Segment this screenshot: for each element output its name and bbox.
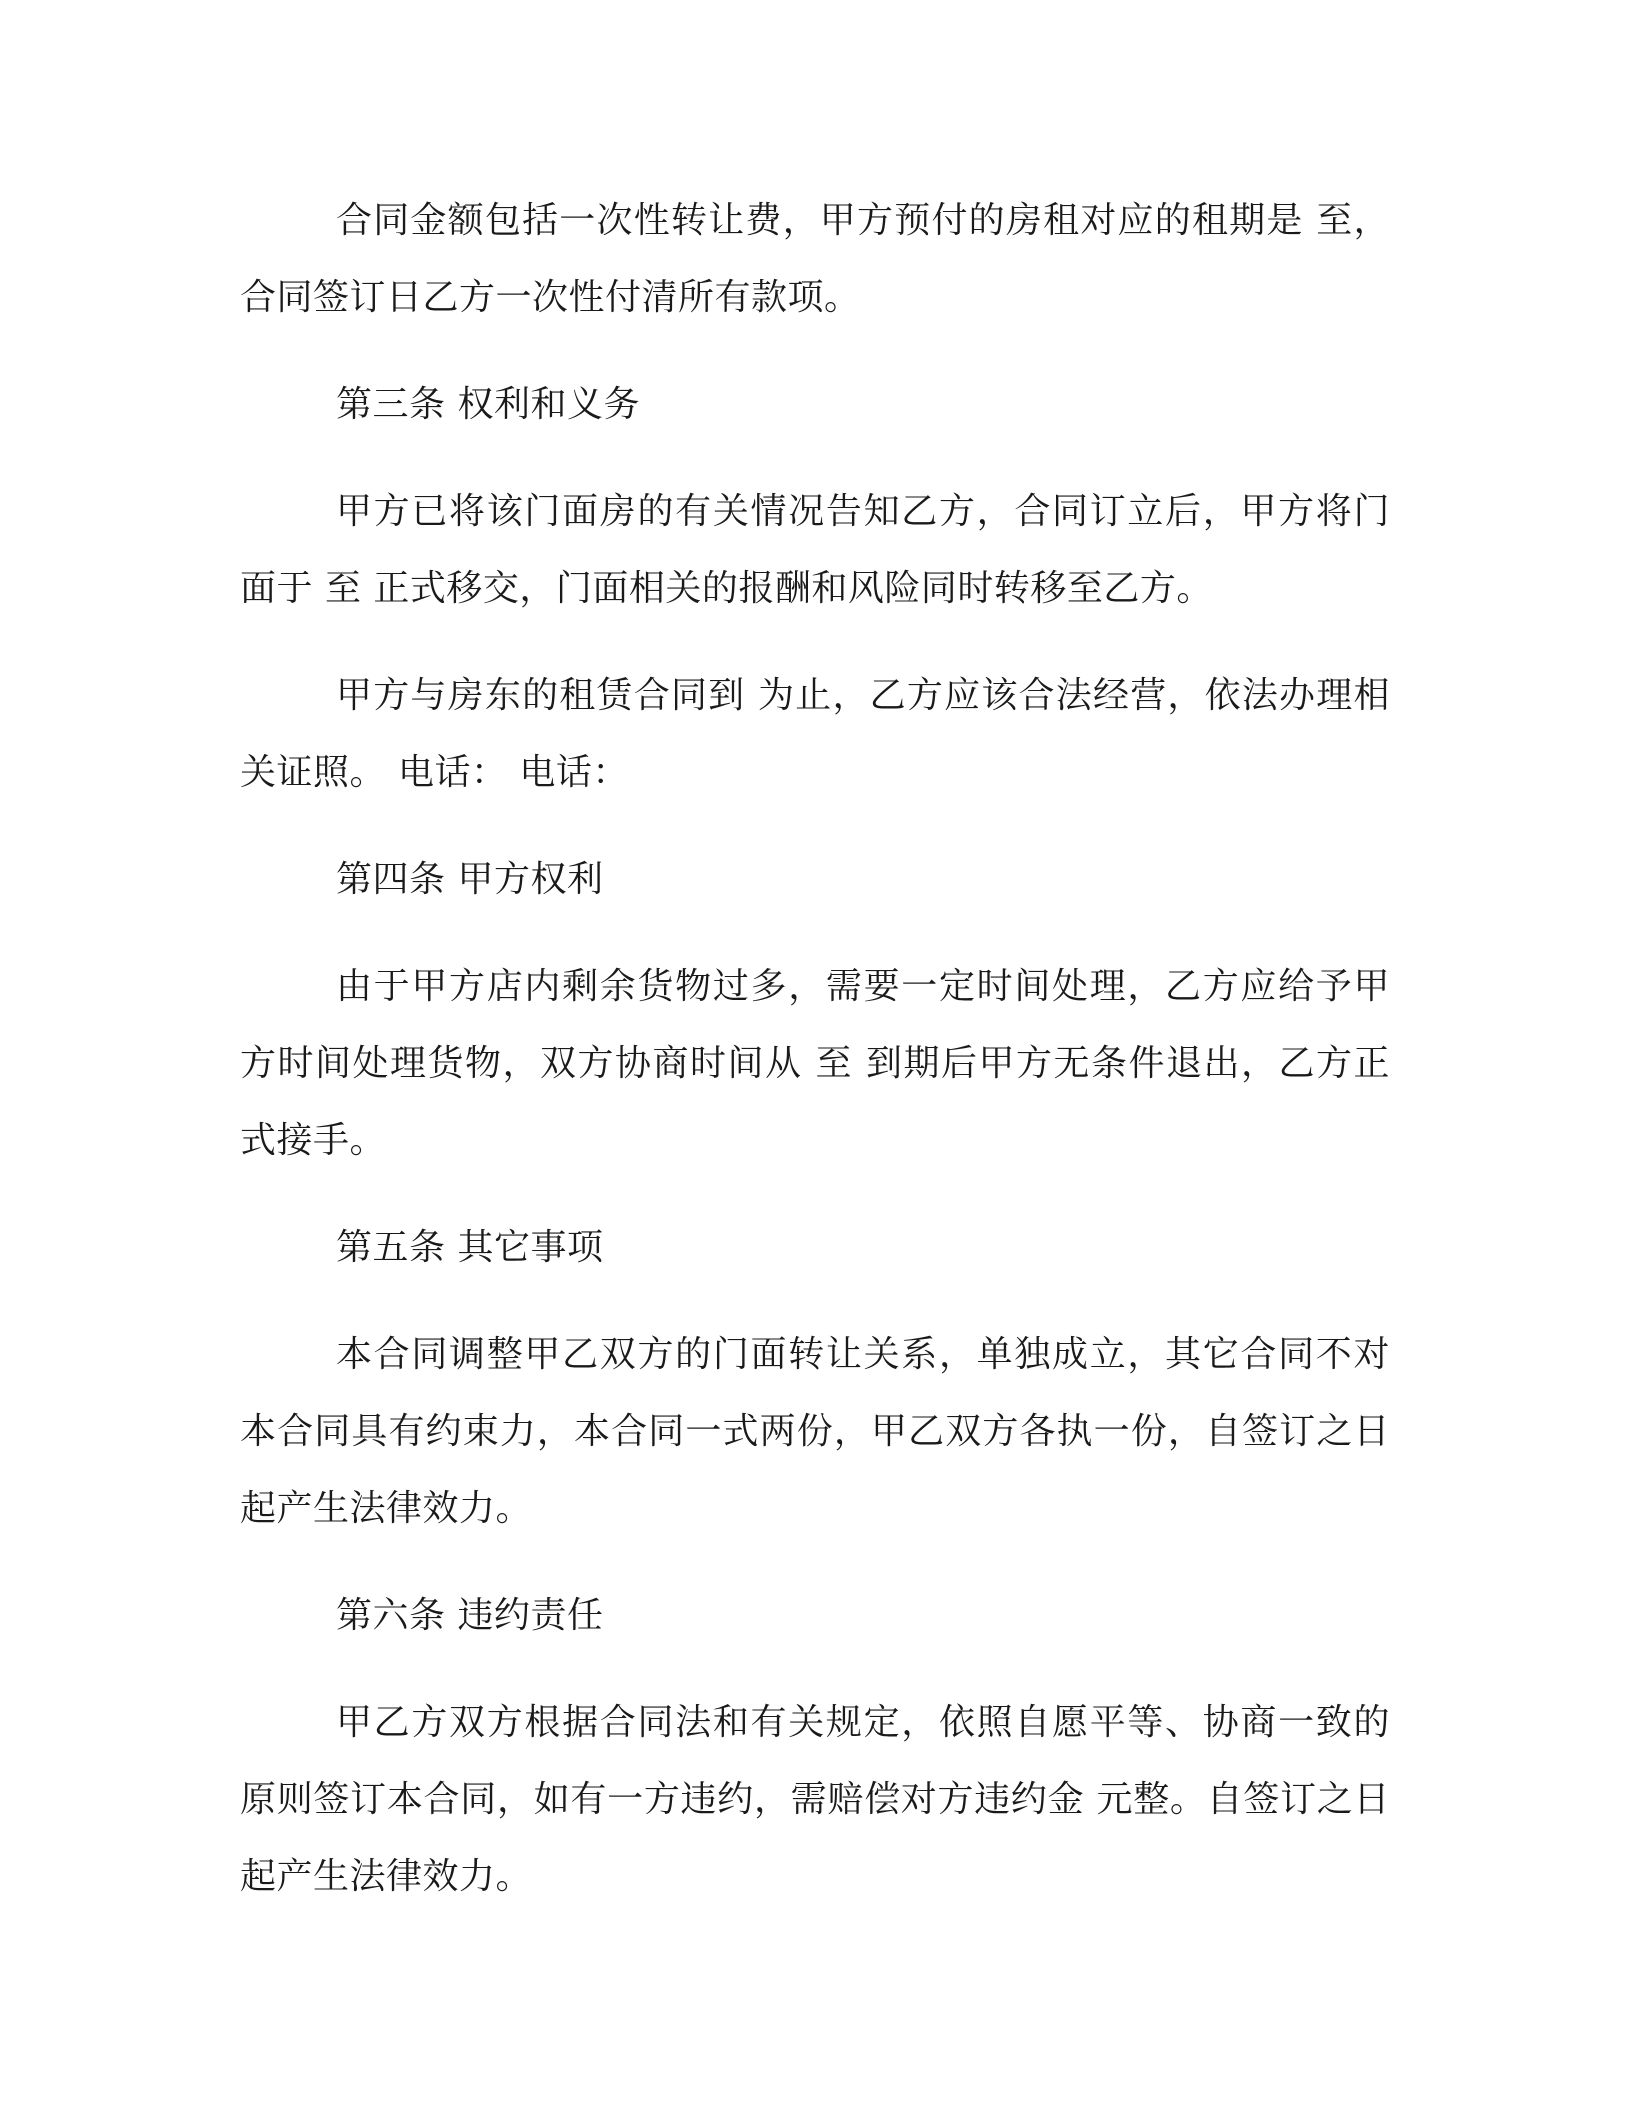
- heading-article-6: 第六条 违约责任: [336, 1595, 604, 1636]
- paragraph-gap: [240, 1654, 1390, 1684]
- paragraph-gap: [240, 811, 1390, 841]
- heading-article-4: 第四条 甲方权利: [336, 859, 604, 900]
- paragraph-lease-term: 甲方与房东的租赁合同到 为止，乙方应该合法经营，依法办理相关证照。 电话： 电话：: [240, 675, 1390, 793]
- paragraph-gap: [240, 443, 1390, 473]
- paragraph-gap: [240, 1286, 1390, 1316]
- paragraph-gap: [240, 336, 1390, 366]
- paragraph-payment-terms: 合同金额包括一次性转让费，甲方预付的房租对应的租期是 至，合同签订日乙方一次性付清所有款项。: [240, 200, 1390, 318]
- paragraph-breach-liability: 甲乙方双方根据合同法和有关规定，依照自愿平等、协商一致的原则签订本合同，如有一方违约，需赔偿对方违约金 元整。自签订之日起产生法律效力。: [240, 1702, 1390, 1897]
- paragraph-party-a-rights: 由于甲方店内剩余货物过多，需要一定时间处理，乙方应给予甲方时间处理货物，双方协商时间从 至 到期后甲方无条件退出，乙方正式接手。: [240, 966, 1390, 1161]
- paragraph-handover: 甲方已将该门面房的有关情况告知乙方，合同订立后，甲方将门面于 至 正式移交，门面相关的报酬和风险同时转移至乙方。: [240, 491, 1390, 609]
- heading-article-5: 第五条 其它事项: [336, 1227, 604, 1268]
- paragraph-gap: [240, 918, 1390, 948]
- paragraph-gap: [240, 1547, 1390, 1577]
- document-body: [240, 182, 1390, 1915]
- paragraph-gap: [240, 1179, 1390, 1209]
- paragraph-other-matters: 本合同调整甲乙双方的门面转让关系，单独成立，其它合同不对本合同具有约束力，本合同一式两份，甲乙双方各执一份，自签订之日起产生法律效力。: [240, 1334, 1390, 1529]
- paragraph-gap: [240, 627, 1390, 657]
- heading-article-3: 第三条 权利和义务: [336, 384, 640, 425]
